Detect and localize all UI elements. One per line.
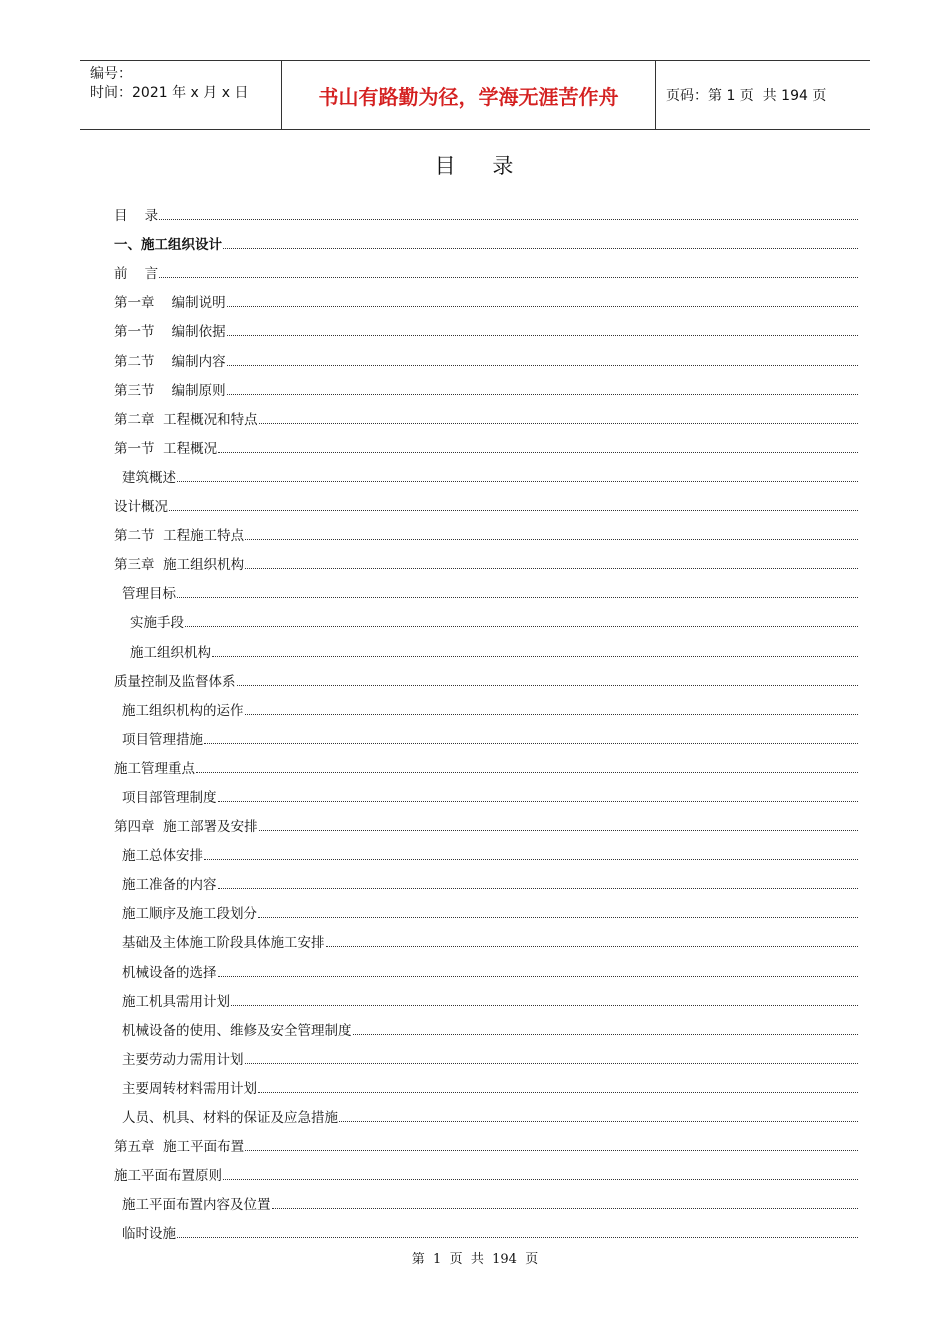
page-title bbox=[0, 150, 950, 180]
table-of-contents bbox=[114, 195, 858, 1242]
toc-entry-text: 施工组织机构 bbox=[130, 641, 212, 661]
toc-entry[interactable] bbox=[114, 1068, 858, 1097]
toc-leader-dots bbox=[218, 976, 859, 977]
toc-entry-text: 第二节 工程施工特点 bbox=[114, 524, 245, 544]
toc-entry[interactable] bbox=[114, 951, 858, 980]
toc-leader-dots bbox=[339, 1121, 858, 1122]
toc-leader-dots bbox=[231, 1005, 858, 1006]
toc-entry-text: 临时设施 bbox=[122, 1222, 177, 1242]
toc-entry-text: 第四章 施工部署及安排 bbox=[114, 815, 259, 835]
toc-leader-dots bbox=[204, 743, 858, 744]
toc-entry[interactable] bbox=[114, 573, 858, 602]
toc-entry[interactable] bbox=[114, 719, 858, 748]
toc-entry[interactable] bbox=[114, 515, 858, 544]
toc-entry[interactable] bbox=[114, 311, 858, 340]
toc-leader-dots bbox=[218, 888, 859, 889]
toc-entry-text: 第三节 编制原则 bbox=[114, 379, 227, 399]
toc-leader-dots bbox=[258, 917, 858, 918]
toc-entry-text: 基础及主体施工阶段具体施工安排 bbox=[122, 931, 326, 951]
toc-entry[interactable] bbox=[114, 195, 858, 224]
toc-entry-text: 第二章 工程概况和特点 bbox=[114, 408, 259, 428]
toc-entry-text: 第一节 编制依据 bbox=[114, 320, 227, 340]
page-header bbox=[80, 60, 870, 130]
toc-entry-text: 质量控制及监督体系 bbox=[114, 670, 237, 690]
toc-entry-text: 前 言 bbox=[114, 262, 159, 282]
toc-entry[interactable] bbox=[114, 428, 858, 457]
toc-entry[interactable] bbox=[114, 690, 858, 719]
toc-entry-text: 施工平面布置原则 bbox=[114, 1164, 223, 1184]
header-meta bbox=[80, 61, 282, 129]
toc-entry[interactable] bbox=[114, 1010, 858, 1039]
toc-entry-text: 项目部管理制度 bbox=[122, 786, 218, 806]
toc-leader-dots bbox=[258, 1092, 858, 1093]
toc-entry[interactable] bbox=[114, 1184, 858, 1213]
toc-leader-dots bbox=[272, 1208, 859, 1209]
toc-leader-dots bbox=[204, 859, 858, 860]
toc-entry-text: 项目管理措施 bbox=[122, 728, 204, 748]
toc-entry[interactable] bbox=[114, 1213, 858, 1242]
toc-entry[interactable] bbox=[114, 922, 858, 951]
toc-entry[interactable] bbox=[114, 544, 858, 573]
toc-entry-text: 目 录 bbox=[114, 204, 159, 224]
toc-leader-dots bbox=[159, 277, 858, 278]
toc-entry[interactable] bbox=[114, 661, 858, 690]
toc-entry-text: 施工组织机构的运作 bbox=[122, 699, 245, 719]
toc-entry[interactable] bbox=[114, 282, 858, 311]
toc-entry[interactable] bbox=[114, 253, 858, 282]
toc-leader-dots bbox=[259, 423, 858, 424]
toc-leader-dots bbox=[196, 772, 858, 773]
toc-entry[interactable] bbox=[114, 340, 858, 369]
toc-entry[interactable] bbox=[114, 981, 858, 1010]
toc-leader-dots bbox=[218, 801, 859, 802]
toc-entry-text: 机械设备的选择 bbox=[122, 961, 218, 981]
toc-entry[interactable] bbox=[114, 486, 858, 515]
toc-entry[interactable] bbox=[114, 748, 858, 777]
toc-entry-text: 施工顺序及施工段划分 bbox=[122, 902, 258, 922]
toc-entry-text: 第一章 编制说明 bbox=[114, 291, 227, 311]
toc-entry-text: 第五章 施工平面布置 bbox=[114, 1135, 245, 1155]
motto-text: 书山有路勤为径，学海无涯苦作舟 bbox=[318, 84, 619, 109]
toc-entry-text: 施工准备的内容 bbox=[122, 873, 218, 893]
toc-leader-dots bbox=[245, 1150, 858, 1151]
toc-entry-text: 主要劳动力需用计划 bbox=[122, 1048, 245, 1068]
toc-entry[interactable] bbox=[114, 602, 858, 631]
toc-entry-text: 施工总体安排 bbox=[122, 844, 204, 864]
toc-leader-dots bbox=[223, 1179, 858, 1180]
toc-leader-dots bbox=[245, 568, 858, 569]
toc-entry[interactable] bbox=[114, 224, 858, 253]
toc-leader-dots bbox=[223, 248, 858, 249]
toc-leader-dots bbox=[227, 394, 858, 395]
toc-entry[interactable] bbox=[114, 457, 858, 486]
toc-entry[interactable] bbox=[114, 806, 858, 835]
toc-entry-text: 实施手段 bbox=[130, 611, 185, 631]
footer-page-number: 第 1 页 共 194 页 bbox=[411, 1252, 539, 1267]
header-page-info bbox=[656, 61, 870, 129]
toc-entry-text: 人员、机具、材料的保证及应急措施 bbox=[122, 1106, 339, 1126]
toc-entry-text: 第二节 编制内容 bbox=[114, 350, 227, 370]
toc-entry-text: 建筑概述 bbox=[122, 466, 177, 486]
toc-leader-dots bbox=[177, 1237, 858, 1238]
toc-entry[interactable] bbox=[114, 1039, 858, 1068]
toc-leader-dots bbox=[169, 510, 858, 511]
toc-leader-dots bbox=[353, 1034, 859, 1035]
toc-leader-dots bbox=[227, 335, 858, 336]
toc-leader-dots bbox=[177, 481, 858, 482]
page-footer bbox=[0, 1248, 950, 1267]
toc-leader-dots bbox=[245, 714, 859, 715]
header-motto bbox=[282, 61, 656, 129]
number-label: 编号： bbox=[90, 66, 132, 82]
toc-leader-dots bbox=[218, 452, 858, 453]
toc-entry-text: 主要周转材料需用计划 bbox=[122, 1077, 258, 1097]
toc-entry-text: 施工机具需用计划 bbox=[122, 990, 231, 1010]
time-label: 时间：2021 年 x 月 x 日 bbox=[90, 85, 249, 101]
toc-entry-text: 施工管理重点 bbox=[114, 757, 196, 777]
toc-entry[interactable] bbox=[114, 1155, 858, 1184]
toc-entry-text: 施工平面布置内容及位置 bbox=[122, 1193, 272, 1213]
toc-entry-text: 设计概况 bbox=[114, 495, 169, 515]
toc-entry[interactable] bbox=[114, 1126, 858, 1155]
toc-entry[interactable] bbox=[114, 631, 858, 660]
toc-leader-dots bbox=[185, 626, 858, 627]
toc-leader-dots bbox=[326, 946, 859, 947]
toc-entry[interactable] bbox=[114, 370, 858, 399]
page-info-text: 页码：第 1 页 共 194 页 bbox=[666, 88, 827, 104]
toc-leader-dots bbox=[259, 830, 858, 831]
toc-entry-text: 一、施工组织设计 bbox=[114, 233, 223, 253]
toc-entry[interactable] bbox=[114, 399, 858, 428]
toc-leader-dots bbox=[237, 685, 859, 686]
toc-entry[interactable] bbox=[114, 777, 858, 806]
toc-entry-text: 第一节 工程概况 bbox=[114, 437, 218, 457]
toc-entry-text: 机械设备的使用、维修及安全管理制度 bbox=[122, 1019, 353, 1039]
toc-leader-dots bbox=[177, 597, 858, 598]
toc-entry[interactable] bbox=[114, 864, 858, 893]
toc-entry[interactable] bbox=[114, 835, 858, 864]
page-title-text: 目 录 bbox=[434, 154, 516, 178]
toc-entry[interactable] bbox=[114, 893, 858, 922]
toc-entry-text: 第三章 施工组织机构 bbox=[114, 553, 245, 573]
toc-leader-dots bbox=[245, 539, 858, 540]
toc-leader-dots bbox=[212, 656, 858, 657]
toc-entry-text: 管理目标 bbox=[122, 582, 177, 602]
toc-leader-dots bbox=[227, 306, 858, 307]
toc-leader-dots bbox=[227, 365, 858, 366]
toc-leader-dots bbox=[159, 219, 858, 220]
toc-leader-dots bbox=[245, 1063, 859, 1064]
toc-entry[interactable] bbox=[114, 1097, 858, 1126]
